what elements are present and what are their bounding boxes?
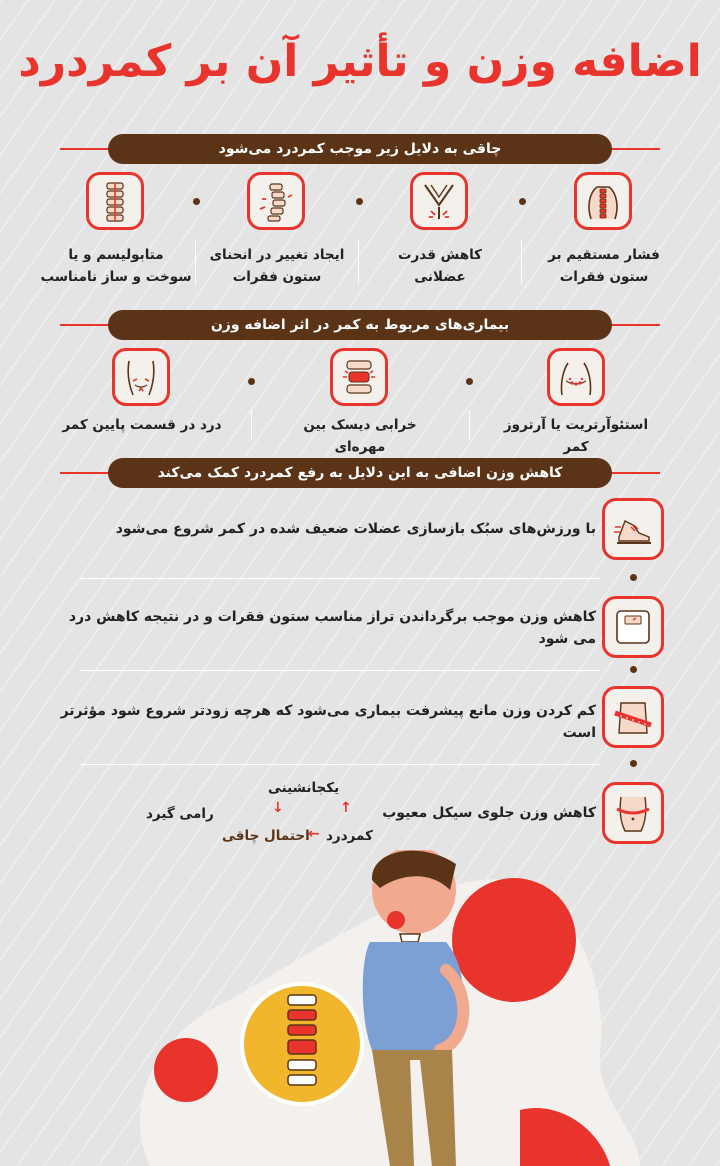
separator-dot [519,198,526,205]
row-divider [80,764,600,765]
row-divider [80,578,600,579]
cycle-arrow-up: ↑ [340,800,352,816]
separator-line [358,240,359,284]
vertebrae-icon [86,172,144,230]
disc-icon [330,348,388,406]
cause-1-line1: فشار مستقیم بر [548,247,660,263]
section-header-diseases [60,310,660,340]
separator-dot [193,198,200,205]
benefit-text-3: کم کردن وزن مانع پیشرفت بیماری می‌شود که هرچه زودتر شروع شود مؤثرتر است [60,703,596,741]
measuring-tape-icon [602,686,664,748]
cause-label-4 [36,244,196,288]
disease-label-3: درد در قسمت پایین کمر [62,417,222,433]
cycle-arrow-left: ← [308,826,320,842]
illustration [0,850,720,1166]
lower-back-icon [547,348,605,406]
cause-4-line1: متابولیسم و یا [68,247,164,263]
cycle-arrow-down: ↓ [272,800,284,816]
section-header-benefits [60,458,660,488]
cause-3-line2: ستون فقرات [232,269,322,285]
separator-dot [466,378,473,385]
benefit-text-4: کاهش وزن جلوی سیکل معیوب [382,805,596,821]
cause-label-1 [524,244,684,288]
cause-label-3 [197,244,357,288]
separator-dot [630,666,637,673]
cycle-right: رامی گیرد [146,806,214,822]
cycle-middle: احتمال چاقی [222,828,310,844]
cause-2-line2: عضلانی [414,269,466,285]
section-header-causes [60,134,660,164]
cause-3-line1: ایجاد تغییر در انحنای [209,247,345,263]
disease-label-1: استئوآرتریت یا آرتروز کمر [503,417,649,455]
cause-2-line1: کاهش قدرت [397,247,483,263]
cause-1-line2: ستون فقرات [559,269,649,285]
header-pill: چاقی به دلایل زیر موجب کمردرد می‌شود [108,134,612,164]
header-pill: کاهش وزن اضافی به این دلایل به رفع کمردرد کمک می‌کند [108,458,612,488]
separator-line [469,410,470,440]
curved-spine-icon [247,172,305,230]
scale-icon [602,596,664,658]
page-title: اضافه وزن و تأثیر آن بر کمردرد [18,36,702,87]
benefit-text-1: با ورزش‌های سبُک بازسازی عضلات ضعیف شده در کمر شروع می‌شود [115,521,596,537]
cycle-top: یکجانشینی [268,780,340,796]
disease-label-2: خرابی دیسک بین مهره‌ای [303,417,417,455]
cause-label-2 [360,244,520,288]
separator-dot [630,574,637,581]
waist-icon [602,782,664,844]
separator-line [251,410,252,440]
weak-muscle-icon [410,172,468,230]
lower-back-pain-icon [112,348,170,406]
benefit-text-2: کاهش وزن موجب برگرداندن تراز مناسب ستون فقرات و در نتیجه کاهش درد می شود [68,609,596,647]
separator-dot [630,760,637,767]
running-shoe-icon [602,498,664,560]
header-pill: بیماری‌های مربوط به کمر در اثر اضافه وزن [108,310,612,340]
separator-dot [356,198,363,205]
separator-dot [248,378,255,385]
separator-line [521,240,522,284]
cause-4-line2: سوخت و ساز نامناسب [40,269,192,285]
back-spine-icon [574,172,632,230]
cycle-left: کمردرد [326,828,373,844]
row-divider [80,670,600,671]
